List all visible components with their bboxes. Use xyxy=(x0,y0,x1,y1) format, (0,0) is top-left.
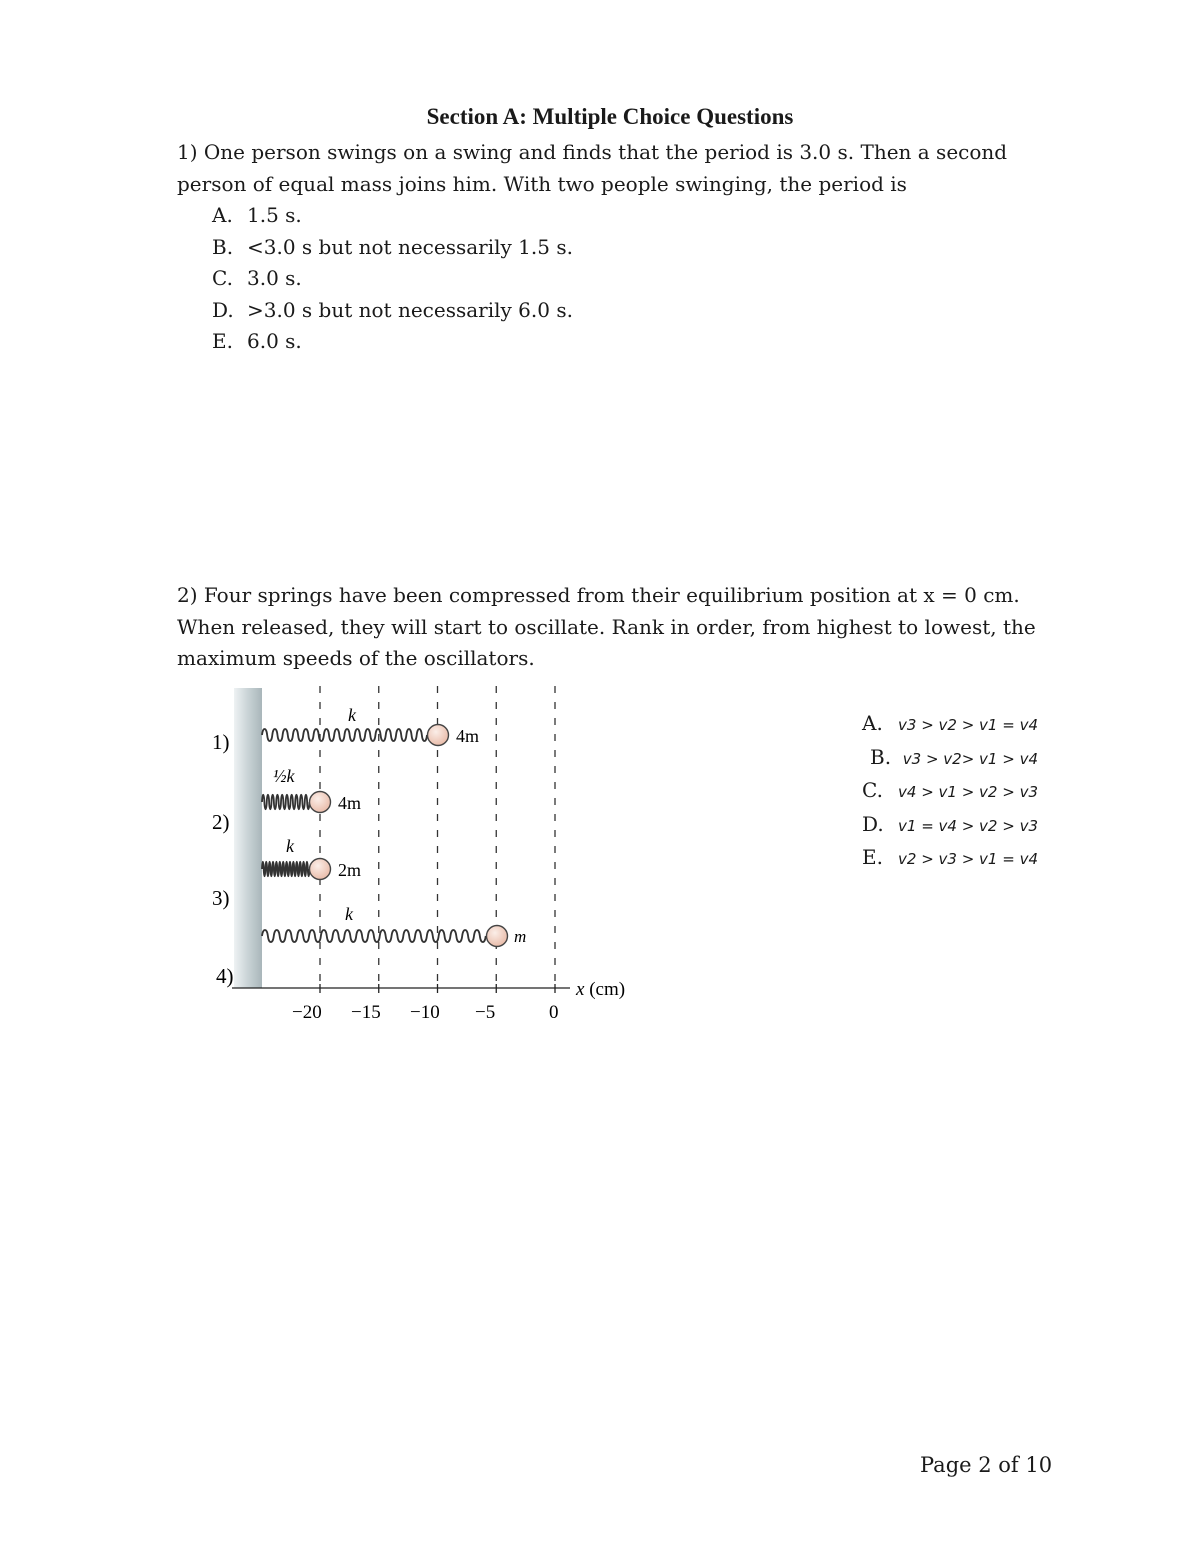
q2-choice-a[interactable]: A. v3 > v2 > v1 = v4 xyxy=(862,711,1038,735)
section-title: Section A: Multiple Choice Questions xyxy=(426,104,794,129)
q2-choice-d[interactable]: D. v1 = v4 > v2 > v3 xyxy=(862,811,1038,836)
wall xyxy=(234,688,262,988)
tick-label-neg5: −5 xyxy=(475,1002,496,1023)
mass-2-label: 4m xyxy=(338,793,362,813)
mass-4 xyxy=(487,926,508,947)
x-axis-unit: (cm) xyxy=(584,979,626,1000)
q2-choice-e[interactable]: E. v2 > v3 > v1 = v4 xyxy=(862,845,1038,869)
mass-3-label: 2m xyxy=(338,860,362,880)
q1-choice-c[interactable]: C. 3.0 s. xyxy=(212,266,302,290)
page-number: Page 2 of 10 xyxy=(920,1453,1053,1477)
spring-figure xyxy=(200,680,650,1025)
mass-1 xyxy=(428,725,449,746)
mass-3 xyxy=(310,859,331,880)
question-1-text: 1) One person swings on a swing and finds that the period is 3.0 s. Then a second person of equal mass joins him. With two people swinging, the period is xyxy=(177,140,1008,196)
q1-choice-b[interactable]: B. <3.0 s but not necessarily 1.5 s. xyxy=(212,234,573,259)
mass-2 xyxy=(310,792,331,813)
spring-4 xyxy=(262,930,486,942)
row-label-3: 3) xyxy=(212,886,230,910)
mass-1-label: 4m xyxy=(456,726,480,746)
spring-2 xyxy=(262,795,310,809)
q1-choice-e[interactable]: E. 6.0 s. xyxy=(212,329,302,353)
spring-1 xyxy=(262,729,427,741)
question-2-text: 2) Four springs have been compressed from their equilibrium position at x = 0 cm. When released, they will start to oscillate. Rank in order, from highest to lowest, the maximum speeds of the oscillators. xyxy=(177,583,1036,670)
spring-1-k-label: k xyxy=(348,705,356,725)
tick-label-neg20: −20 xyxy=(292,1002,322,1023)
row-label-1: 1) xyxy=(212,730,230,754)
question-1-choices xyxy=(212,200,573,358)
row-label-4: 4) xyxy=(216,964,234,988)
x-axis-label: x (cm) xyxy=(576,979,626,1000)
mass-4-label: m xyxy=(514,927,527,946)
question-2-choices xyxy=(862,708,1038,876)
tick-label-0: 0 xyxy=(549,1002,559,1023)
q2-choice-c[interactable]: C. v4 > v1 > v2 > v3 xyxy=(862,778,1038,802)
spring-4-k-label: k xyxy=(345,904,353,924)
tick-label-neg15: −15 xyxy=(351,1002,381,1023)
spring-3-k-label: k xyxy=(286,836,294,856)
tick-label-neg10: −10 xyxy=(410,1002,440,1023)
spring-3 xyxy=(262,862,310,876)
q2-choice-b[interactable]: B. v3 > v2> v1 > v4 xyxy=(870,744,1038,769)
row-label-2: 2) xyxy=(212,810,230,834)
q1-choice-a[interactable]: A. 1.5 s. xyxy=(212,203,302,227)
spring-2-k-label: ½k xyxy=(273,766,295,786)
q1-choice-d[interactable]: D. >3.0 s but not necessarily 6.0 s. xyxy=(212,297,573,322)
